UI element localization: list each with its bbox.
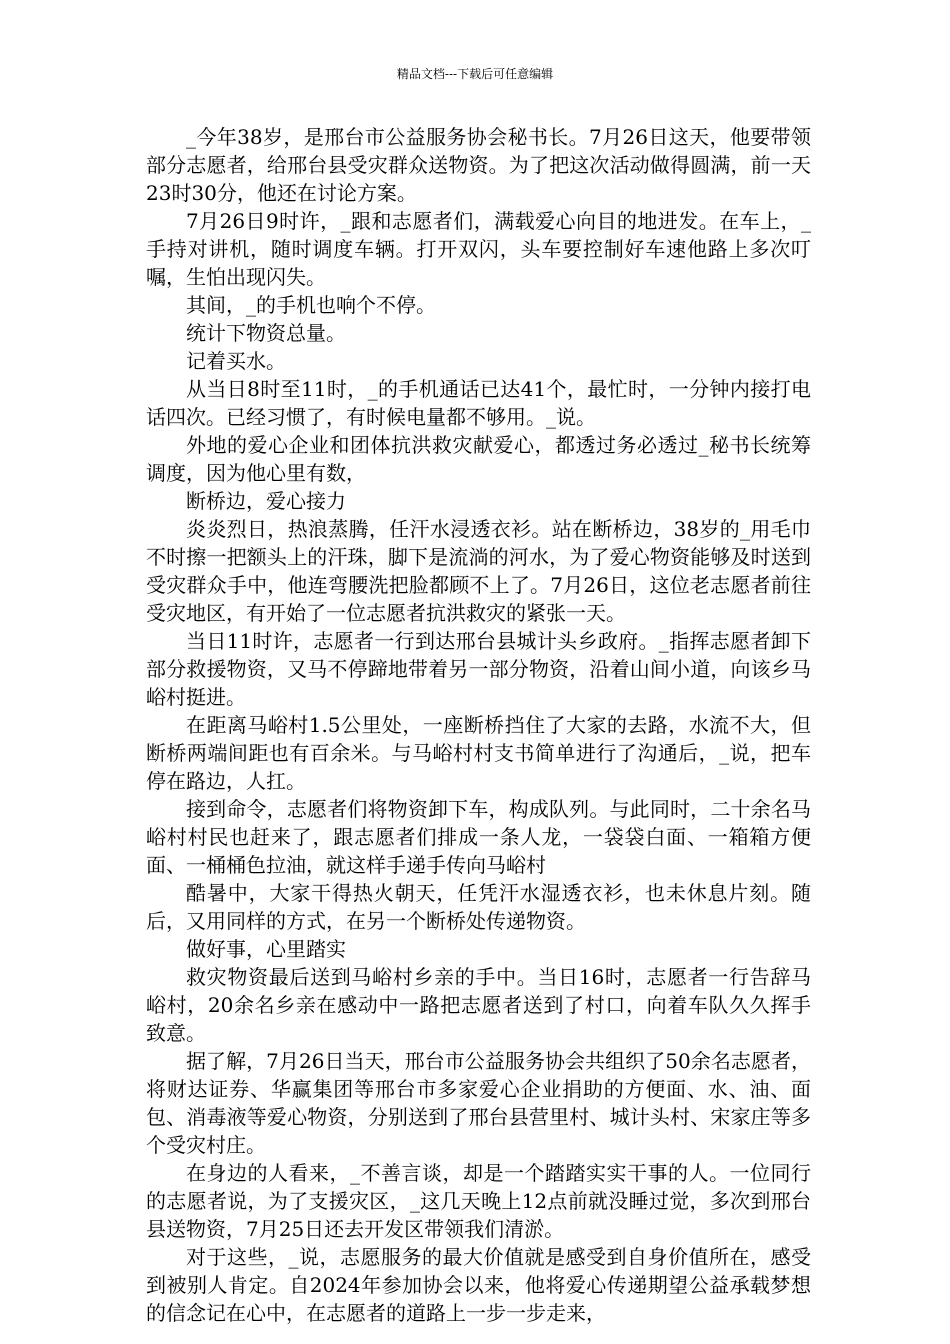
section-heading: 断桥边，爱心接力 xyxy=(186,489,346,513)
paragraph: 酷暑中，大家干得热火朝天，任凭汗水湿透衣衫，也未休息片刻。随后，又用同样的方式，在另一个断桥处传递物资。 xyxy=(146,881,811,933)
paragraph: 其间，_的手机也响个不停。 xyxy=(186,293,436,317)
paragraph: 记着买水。 xyxy=(186,349,286,373)
paragraph: 外地的爱心企业和团体抗洪救灾献爱心，都透过务必透过_秘书长统筹调度，因为他心里有数， xyxy=(146,433,811,485)
paragraph: 从当日8时至11时，_的手机通话已达41个，最忙时，一分钟内接打电话四次。已经习惯了，有时候电量都不够用。_说。 xyxy=(146,377,811,429)
paragraph: 炎炎烈日，热浪蒸腾，任汗水浸透衣衫。站在断桥边，38岁的_用毛巾不时擦一把额头上的汗珠，脚下是流淌的河水，为了爱心物资能够及时送到受灾群众手中，他连弯腰洗把脸都顾不上了。7月26日，这位老志愿者前往受灾地区，有开始了一位志愿者抗洪救灾的紧张一天。 xyxy=(146,517,811,625)
paragraph: 在身边的人看来，_不善言谈，却是一个踏踏实实干事的人。一位同行的志愿者说，为了支援灾区，_这几天晚上12点前就没睡过觉，多次到邢台县送物资，7月25日还去开发区带领我们清淤。 xyxy=(146,1161,811,1241)
paragraph: 救灾物资最后送到马峪村乡亲的手中。当日16时，志愿者一行告辞马峪村，20余名乡亲在感动中一路把志愿者送到了村口，向着车队久久挥手致意。 xyxy=(146,965,811,1045)
section-heading: 做好事，心里踏实 xyxy=(186,937,346,961)
paragraph: _今年38岁，是邢台市公益服务协会秘书长。7月26日这天，他要带领部分志愿者，给邢台县受灾群众送物资。为了把这次活动做得圆满，前一天23时30分，他还在讨论方案。 xyxy=(146,125,811,205)
paragraph: 统计下物资总量。 xyxy=(186,321,346,345)
page-header: 精品文档---下载后可任意编辑 xyxy=(396,67,554,81)
paragraph: 接到命令，志愿者们将物资卸下车，构成队列。与此同时，二十余名马峪村村民也赶来了，跟志愿者们排成一条人龙，一袋袋白面、一箱箱方便面、一桶桶色拉油，就这样手递手传向马峪村 xyxy=(146,797,811,877)
paragraph: 7月26日9时许，_跟和志愿者们，满载爱心向目的地进发。在车上，_手持对讲机，随时调度车辆。打开双闪，头车要控制好车速他路上多次叮嘱，生怕出现闪失。 xyxy=(146,209,811,289)
paragraph: 在距离马峪村1.5公里处，一座断桥挡住了大家的去路，水流不大，但断桥两端间距也有百余米。与马峪村村支书简单进行了沟通后，_说，把车停在路边，人扛。 xyxy=(146,713,811,793)
article-body xyxy=(146,123,811,1327)
paragraph: 对于这些，_说，志愿服务的最大价值就是感受到自身价值所在，感受到被别人肯定。自2024年参加协会以来，他将爱心传递期望公益承载梦想的信念记在心中，在志愿者的道路上一步一步走来， xyxy=(146,1245,811,1325)
paragraph: 当日11时许，志愿者一行到达邢台县城计头乡政府。_指挥志愿者卸下部分救援物资，又马不停蹄地带着另一部分物资，沿着山间小道，向该乡马峪村挺进。 xyxy=(146,629,811,709)
paragraph: 据了解，7月26日当天，邢台市公益服务协会共组织了50余名志愿者，将财达证券、华赢集团等邢台市多家爱心企业捐助的方便面、水、油、面包、消毒液等爱心物资，分别送到了邢台县营里村、城计头村、宋家庄等多个受灾村庄。 xyxy=(146,1049,811,1157)
